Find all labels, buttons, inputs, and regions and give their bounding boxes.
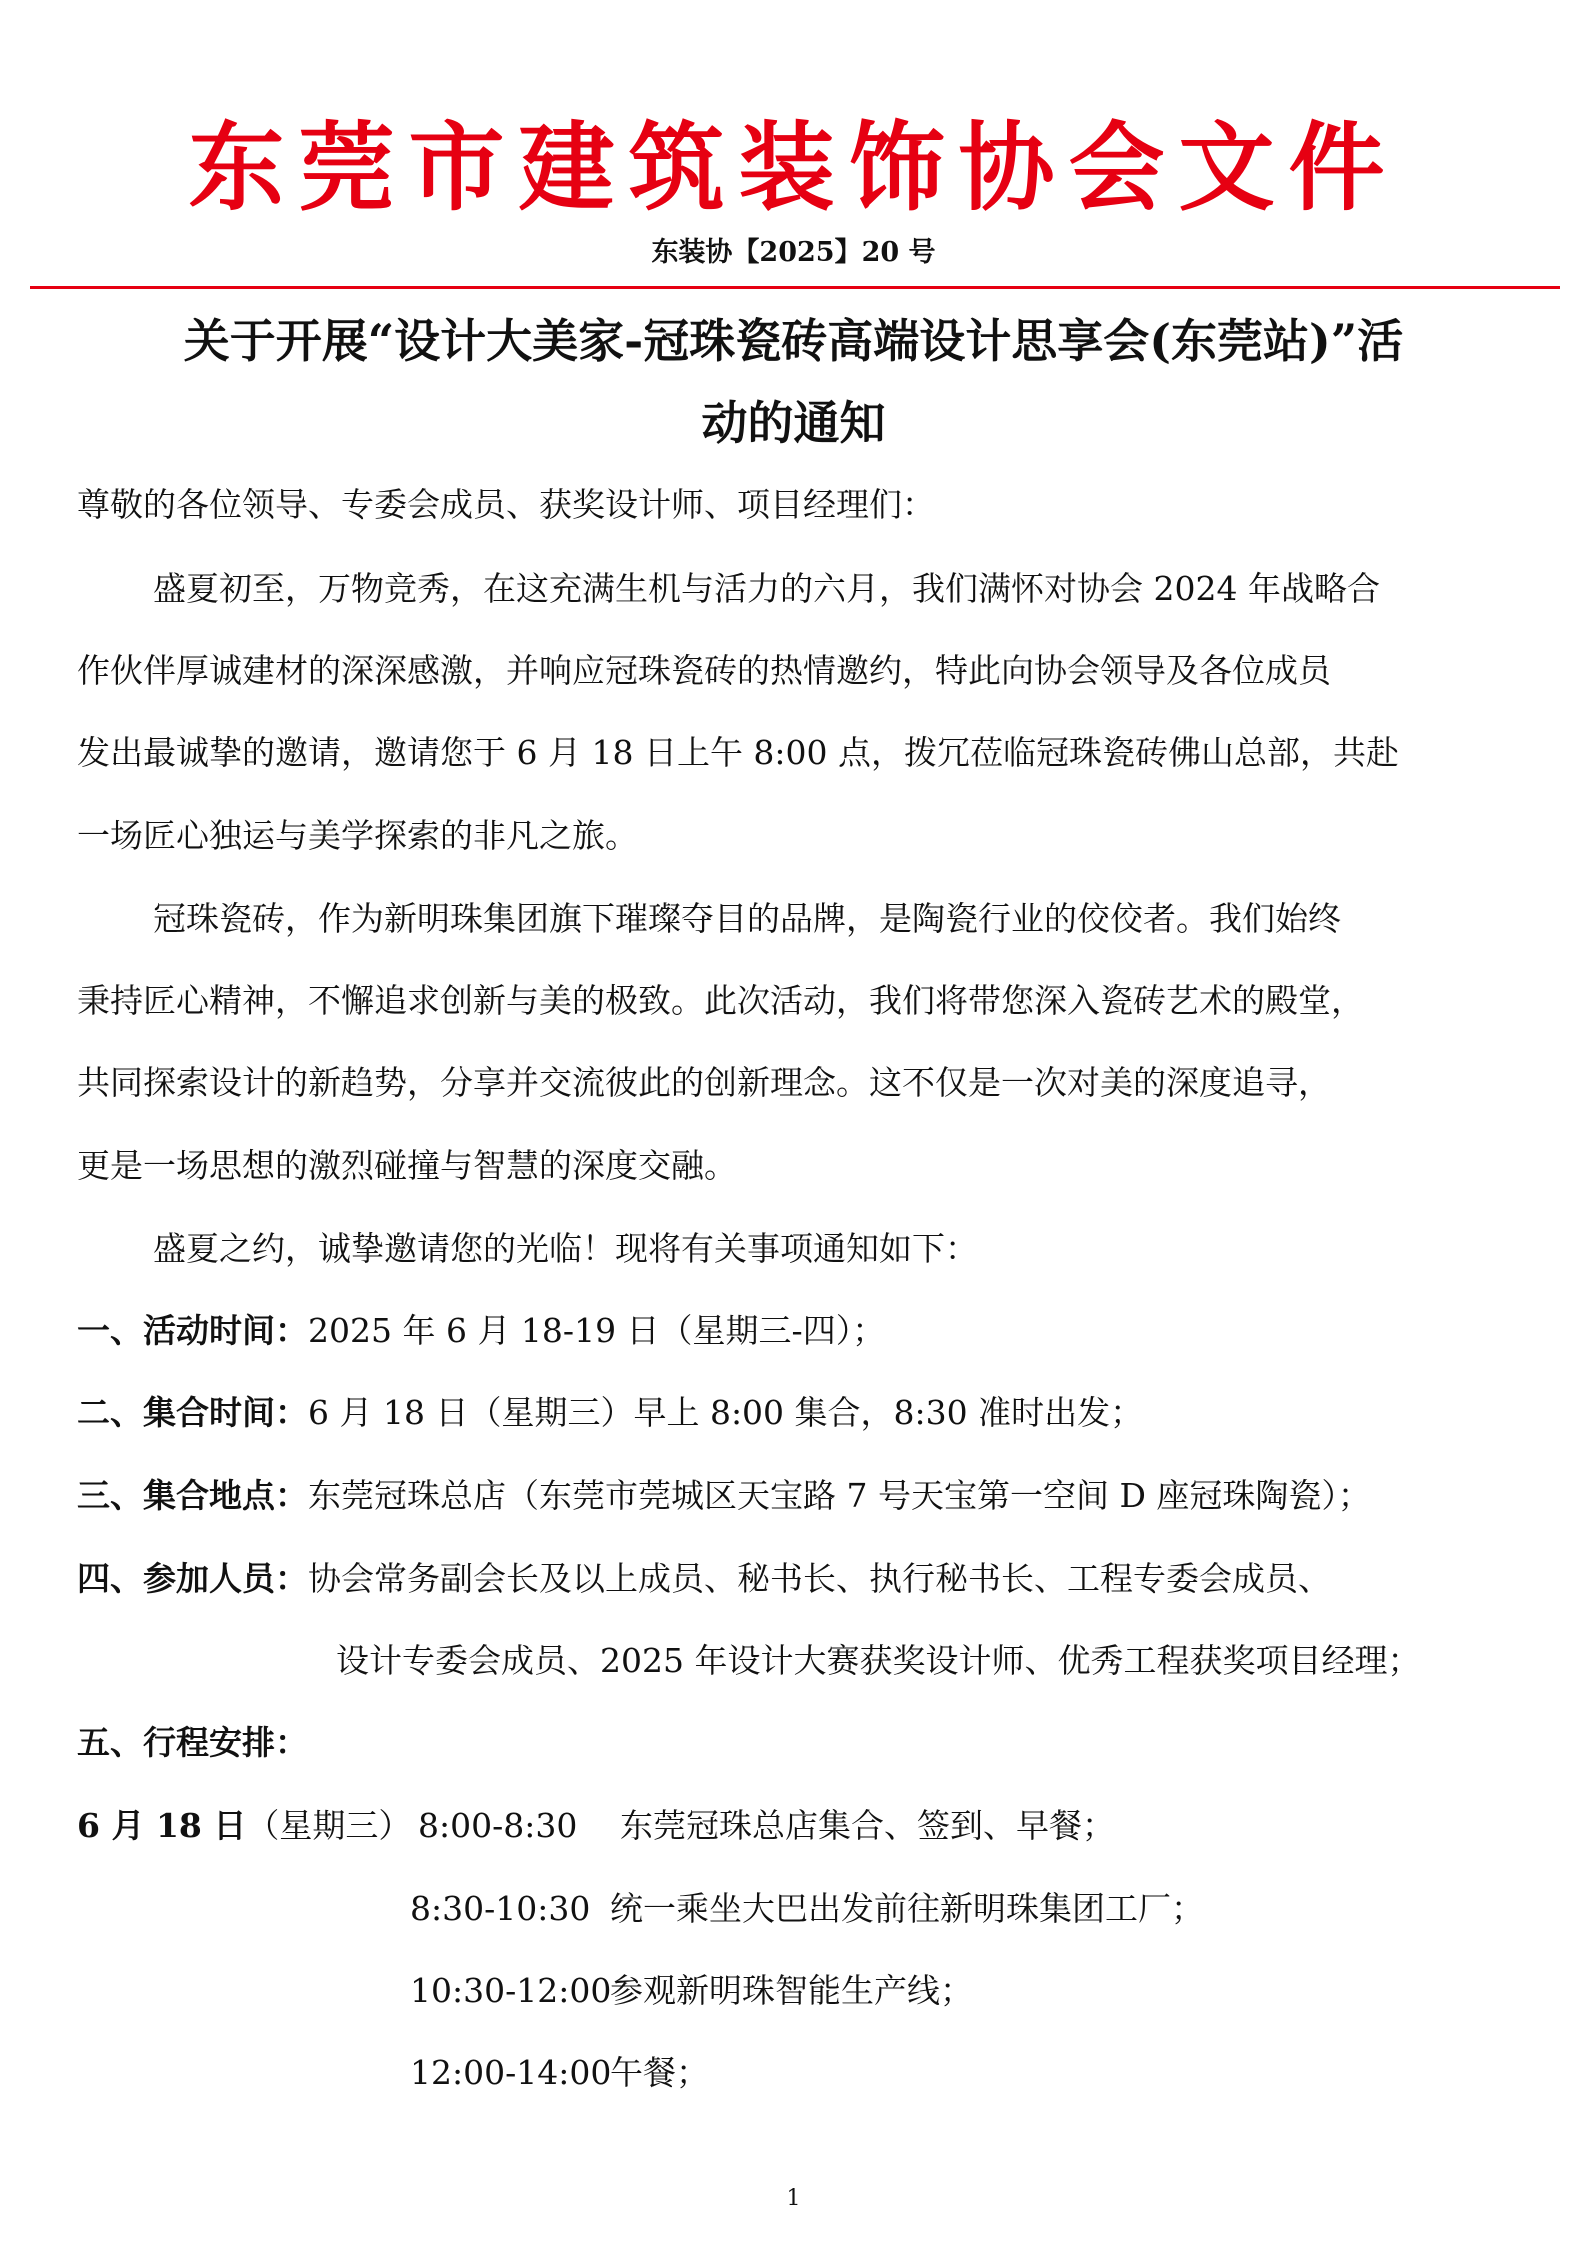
paragraph-1-line-1: 盛夏初至，万物竞秀，在这充满生机与活力的六月，我们满怀对协会 2024 年战略合 [153,569,1380,608]
item-text: 协会常务副会长及以上成员、秘书长、执行秘书长、工程专委会成员、 [308,1559,1331,1598]
item-assembly-time [77,1392,1143,1434]
schedule-desc: 统一乘坐大巴出发前往新明珠集团工厂； [610,1889,1204,1928]
salutation: 尊敬的各位领导、专委会成员、获奖设计师、项目经理们： [77,485,935,524]
item-assembly-location [77,1475,1371,1517]
item-text: 东莞冠珠总店（东莞市莞城区天宝路 7 号天宝第一空间 D 座冠珠陶瓷）； [308,1476,1371,1515]
notice-title-line-2: 动的通知 [701,396,886,450]
page-number: 1 [786,2186,801,2211]
schedule-desc: 参观新明珠智能生产线； [610,1971,973,2010]
item-participants-continued: 设计专委会成员、2025 年设计大赛获奖设计师、优秀工程获奖项目经理； [336,1641,1421,1680]
document-number: 东装协【2025】20 号 [651,237,936,268]
schedule-day-date: 6 月 18 日 [77,1806,247,1845]
schedule-time: 10:30-12:00 [410,1971,612,2010]
paragraph-2-line-1: 冠珠瓷砖，作为新明珠集团旗下璀璨夺目的品牌，是陶瓷行业的佼佼者。我们始终 [153,899,1341,938]
paragraph-2-line-2: 秉持匠心精神，不懈追求创新与美的极致。此次活动，我们将带您深入瓷砖艺术的殿堂， [77,981,1364,1020]
paragraph-2-line-4: 更是一场思想的激烈碰撞与智慧的深度交融。 [77,1146,737,1185]
header-divider [30,286,1560,289]
paragraph-1-line-4: 一场匠心独运与美学探索的非凡之旅。 [77,816,638,855]
schedule-time: 8:30-10:30 [410,1889,591,1928]
paragraph-1-line-3: 发出最诚挚的邀请，邀请您于 6 月 18 日上午 8:00 点，拨冗莅临冠珠瓷砖佛山总部，共赴 [77,733,1400,772]
paragraph-3-line-1: 盛夏之约，诚挚邀请您的光临！现将有关事项通知如下： [153,1229,978,1268]
item-activity-time [77,1310,885,1352]
item-participants [77,1558,1331,1600]
notice-title-line-1: 关于开展“设计大美家-冠珠瓷砖高端设计思享会(东莞站)”活 [183,314,1404,368]
item-label: 二、集合时间： [77,1393,308,1432]
schedule-desc: 午餐； [610,2053,709,2092]
item-label: 一、活动时间： [77,1311,308,1350]
schedule-day [77,1805,411,1847]
item-itinerary [77,1722,308,1764]
item-label: 三、集合地点： [77,1476,308,1515]
item-label: 五、行程安排： [77,1723,308,1762]
document-header-title: 东莞市建筑装饰协会文件 [188,111,1399,224]
schedule-time: 12:00-14:00 [410,2053,612,2092]
item-text: 2025 年 6 月 18-19 日（星期三-四）； [308,1311,886,1350]
schedule-desc: 东莞冠珠总店集合、签到、早餐； [620,1806,1115,1845]
paragraph-1-line-2: 作伙伴厚诚建材的深深感激，并响应冠珠瓷砖的热情邀约，特此向协会领导及各位成员 [77,651,1331,690]
schedule-time: 8:00-8:30 [418,1806,578,1845]
item-text: 6 月 18 日（星期三）早上 8:00 集合，8:30 准时出发； [308,1393,1144,1432]
paragraph-2-line-3: 共同探索设计的新趋势，分享并交流彼此的创新理念。这不仅是一次对美的深度追寻， [77,1063,1331,1102]
item-label: 四、参加人员： [77,1559,308,1598]
schedule-day-weekday: （星期三） [246,1806,412,1845]
